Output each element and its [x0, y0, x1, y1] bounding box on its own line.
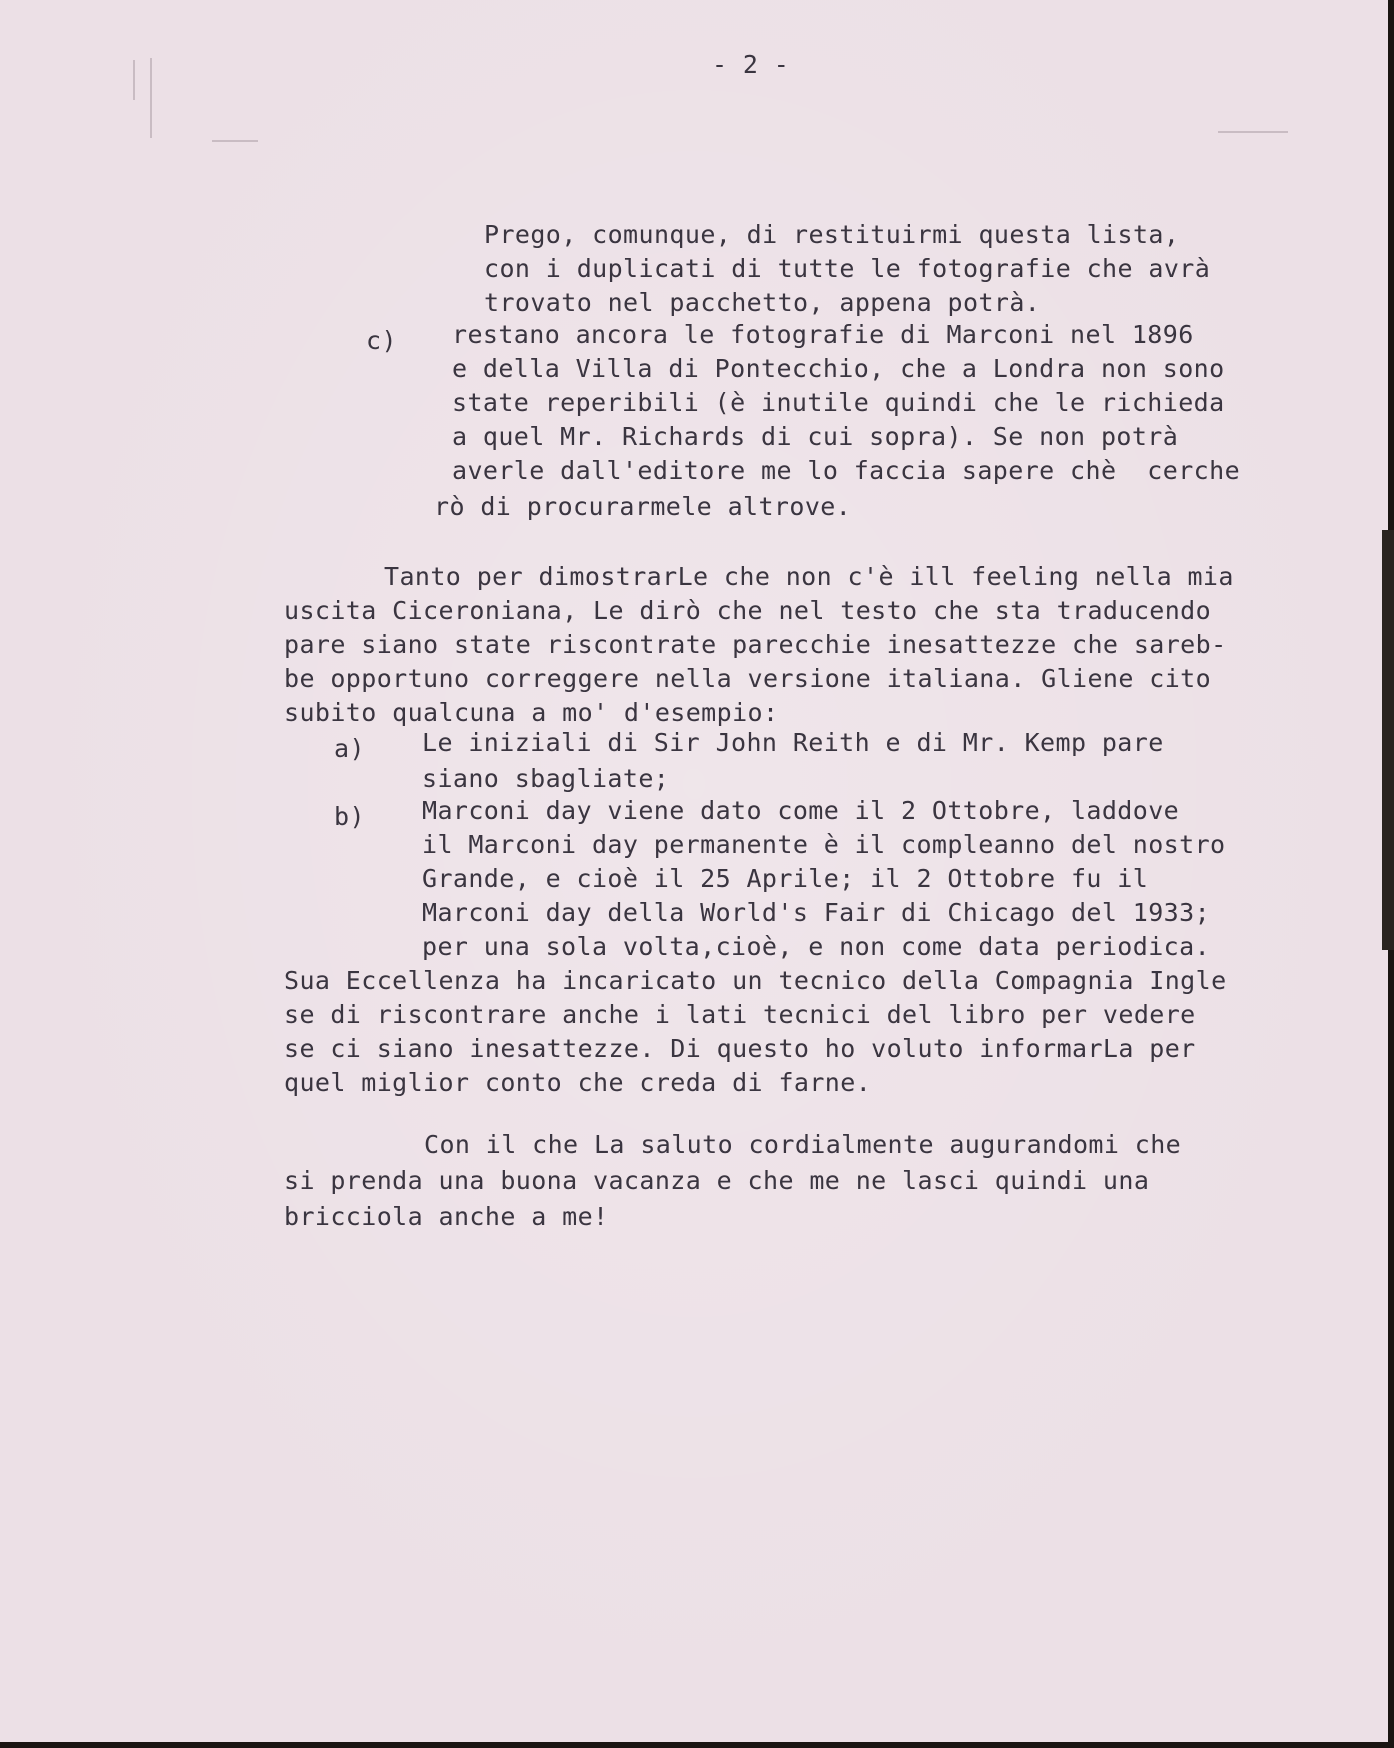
text-line: quel miglior conto che creda di farne. [284, 1068, 872, 1097]
text-line: siano sbagliate; [422, 764, 670, 793]
list-marker: b) [334, 802, 365, 831]
paper-mark [212, 140, 258, 142]
text-line: bricciola anche a me! [284, 1202, 609, 1231]
text-line: averle dall'editore me lo faccia sapere chè cerche [452, 456, 1241, 485]
text-line: Le iniziali di Sir John Reith e di Mr. Kemp pare [422, 728, 1164, 757]
text-line: Sua Eccellenza ha incaricato un tecnico della Compagnia Ingle [284, 966, 1227, 995]
text-line: Con il che La saluto cordialmente augurandomi che [424, 1130, 1182, 1159]
text-line: Grande, e cioè il 25 Aprile; il 2 Ottobre fu il [422, 864, 1149, 893]
text-line: be opportuno correggere nella versione italiana. Gliene cito [284, 664, 1212, 693]
text-line: Prego, comunque, di restituirmi questa lista, [484, 220, 1180, 249]
text-line: se ci siano inesattezze. Di questo ho voluto informarLa per [284, 1034, 1196, 1063]
paper-mark [1218, 131, 1288, 133]
page-edge [1382, 530, 1394, 950]
text-line: Marconi day viene dato come il 2 Ottobre, laddove [422, 796, 1180, 825]
list-marker: a) [334, 734, 365, 763]
text-line: pare siano state riscontrate parecchie inesattezze che sareb- [284, 630, 1227, 659]
text-line: rò di procurarmele altrove. [434, 492, 852, 521]
text-line: trovato nel pacchetto, appena potrà. [484, 288, 1041, 317]
paper-mark [133, 60, 135, 100]
page-number: - 2 - [712, 50, 790, 79]
text-line: uscita Ciceroniana, Le dirò che nel testo che sta traducendo [284, 596, 1212, 625]
text-line: il Marconi day permanente è il compleanno del nostro [422, 830, 1226, 859]
text-line: con i duplicati di tutte le fotografie che avrà [484, 254, 1211, 283]
text-line: state reperibili (è inutile quindi che le richieda [452, 388, 1225, 417]
text-line: subito qualcuna a mo' d'esempio: [284, 698, 779, 727]
text-line: Tanto per dimostrarLe che non c'è ill feeling nella mia [384, 562, 1234, 591]
paper-mark [150, 58, 152, 138]
text-line: restano ancora le fotografie di Marconi nel 1896 [452, 320, 1194, 349]
text-line: si prenda una buona vacanza e che me ne lasci quindi una [284, 1166, 1150, 1195]
text-line: e della Villa di Pontecchio, che a Londra non sono [452, 354, 1225, 383]
list-marker: c) [366, 326, 397, 355]
text-line: per una sola volta,cioè, e non come data periodica. [422, 932, 1211, 961]
text-line: a quel Mr. Richards di cui sopra). Se non potrà [452, 422, 1179, 451]
text-line: Marconi day della World's Fair di Chicago del 1933; [422, 898, 1211, 927]
text-line: se di riscontrare anche i lati tecnici del libro per vedere [284, 1000, 1196, 1029]
